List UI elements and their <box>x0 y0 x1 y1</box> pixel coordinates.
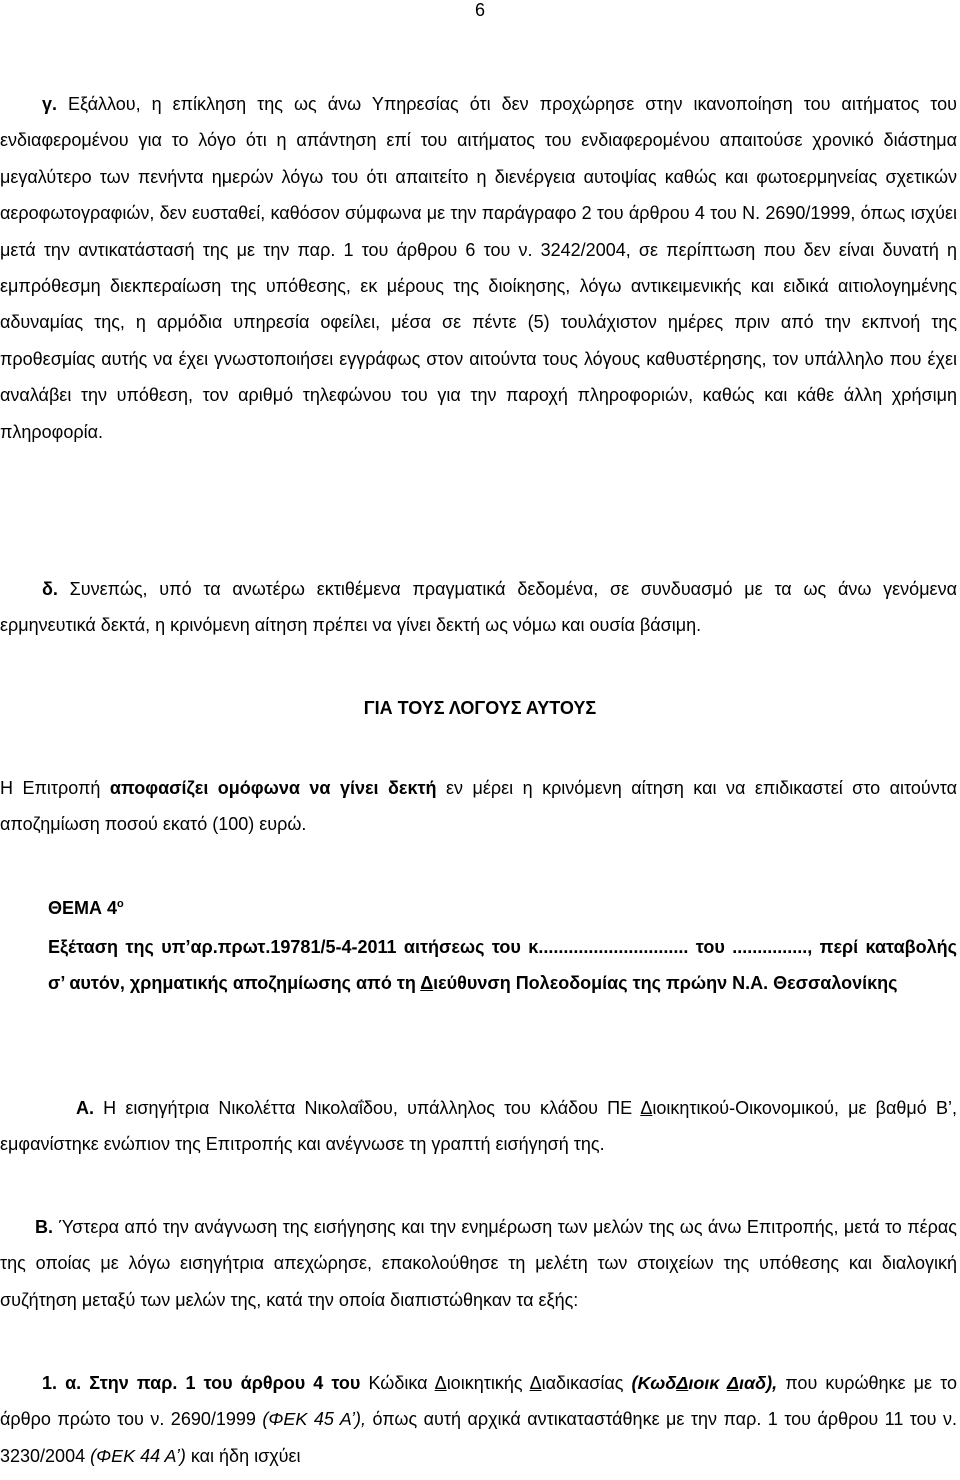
section-heading: ΓΙΑ ΤΟΥΣ ΛΟΓΟΥΣ ΑΥΤΟΥΣ <box>363 698 597 718</box>
examination-subject <box>48 929 957 1002</box>
paragraph-text: Η εισηγήτρια Νικολέττα Νικολαΐδου, υπάλληλος του κλάδου ΠΕ <box>94 1098 641 1118</box>
item-text: ιαδικασίας <box>541 1373 632 1393</box>
item-bold-italic: ιαδ), <box>739 1373 778 1393</box>
item-1a <box>0 1365 957 1474</box>
paragraph-text: Συνεπώς, υπό τα ανωτέρω εκτιθέμενα πραγματικά δεδομένα, σε συνδυασμό με τα ως άνω γενόμενα ερμηνευτικά δεκτά, η κρινόμενη αίτηση πρέπει να γίνει δεκτή ως νόμω και ουσία βάσιμη. <box>0 579 957 636</box>
decision-bold: αποφασίζει ομόφωνα να γίνει δεκτή <box>109 778 437 798</box>
page-number: 6 <box>474 0 485 20</box>
underlined-letter: Δ <box>640 1098 653 1118</box>
underlined-letter: Δ <box>676 1373 689 1393</box>
exam-underlined-letter: Δ <box>420 973 434 994</box>
paragraph-delta <box>0 571 957 644</box>
decision-pre: Η Επιτροπή <box>0 778 110 798</box>
item-marker: 1. α. Στην παρ. 1 του άρθρου 4 του <box>42 1373 361 1393</box>
paragraph-text: Ύστερα από την ανάγνωση της εισήγησης και την ενημέρωση των μελών της ως άνω Επιτροπής, μετά το πέρας της οποίας με λόγω εισηγήτρια απεχώρησε, επακολούθησε τη μελέτη των στοιχείων της υπόθεσης και διαλογική συζήτηση μεταξύ των μελών της, κατά την οποία διαπιστώθηκαν τα εξής: <box>0 1217 957 1310</box>
item-italic: (ΦΕΚ 45 Α’), <box>262 1409 367 1430</box>
theme-sup: ο <box>117 898 124 910</box>
item-bold-italic: (Κωδ <box>631 1373 677 1393</box>
item-text: και ήδη ισχύει <box>185 1445 301 1466</box>
paragraph-marker: Β. <box>35 1217 53 1237</box>
paragraph-A <box>0 1090 957 1163</box>
item-text: όπως αυτή αρχικά αντικαταστάθηκε με την παρ. 1 του άρθρου 11 του ν. 3230/2004 <box>0 1409 957 1466</box>
item-bold-italic: ιοικ <box>688 1373 727 1393</box>
underlined-letter: Δ <box>529 1373 542 1393</box>
item-italic: (ΦΕΚ 44 Α’) <box>90 1445 186 1466</box>
paragraph-gamma <box>0 86 957 450</box>
exam-text-rest: ιεύθυνση Πολεοδομίας της πρώην Ν.Α. Θεσσαλονίκης <box>433 973 898 994</box>
theme-title <box>48 890 124 926</box>
theme-label: ΘΕΜΑ 4 <box>48 898 118 918</box>
exam-text: Εξέταση της υπ’αρ.πρωτ.19781/5-4-2011 αιτήσεως του κ.............................. του ..............., περί καταβολής σ’ αυτόν, χρηματικής αποζημίωσης από τη <box>48 937 957 994</box>
decision-paragraph <box>0 770 957 843</box>
paragraph-marker: γ. <box>42 94 58 114</box>
item-text: Κώδικα <box>360 1373 435 1393</box>
paragraph-marker: Α. <box>76 1098 94 1118</box>
item-text: που κυρώθηκε με το άρθρο πρώτο του ν. 2690/1999 <box>0 1373 958 1430</box>
paragraph-marker: δ. <box>42 579 58 599</box>
underlined-letter: Δ <box>434 1373 447 1393</box>
paragraph-text-post: ιοικητικού-Οικονομικού, με βαθμό Β’, εμφανίστηκε ενώπιον της Επιτροπής και ανέγνωσε τη γραπτή εισήγησή της. <box>0 1098 957 1155</box>
paragraph-text: Εξάλλου, η επίκληση της ως άνω Υπηρεσίας ότι δεν προχώρησε στην ικανοποίηση του αιτήματος του ενδιαφερομένου για το λόγο ότι η απάντηση επί του αιτήματος του ενδιαφερομένου απαιτούσε χρονικό διάστημα μεγαλύτερο των πενήντα ημερών λόγω του ότι απαιτείτο η διενέργεια αυτοψίας καθώς και φωτοερμηνείας σχετικών αεροφωτογραφιών, δεν ευσταθεί, καθόσον σύμφωνα με την παράγραφο 2 του άρθρου 4 του Ν. 2690/1999, όπως ισχύει μετά την αντικατάστασή της με την παρ. 1 του άρθρου 6 του ν. 3242/2004, σε περίπτωση που δεν είναι δυνατή η εμπρόθεσμη διεκπεραίωση της υπόθεσης, εκ μέρους της διοίκησης, λόγω αντικειμενικής και ειδικά αιτιολογημένης αδυναμίας της, η αρμόδια υπηρεσία οφείλει, μέσα σε πέντε (5) τουλάχιστον ημέρες πριν από την εκπνοή της προθεσμίας αυτής να έχει γνωστοποιήσει εγγράφως στον αιτούντα τους λόγους καθυστέρησης, τον υπάλληλο που έχει αναλάβει την υπόθεση, τον αριθμό τηλεφώνου του για την παροχή πληροφοριών, καθώς και κάθε άλλη χρήσιμη πληροφορία. <box>0 94 957 442</box>
decision-post: εν μέρει η κρινόμενη αίτηση και να επιδικαστεί στο αιτούντα αποζημίωση ποσού εκατό (100) ευρώ. <box>0 778 957 835</box>
underlined-letter: Δ <box>726 1373 740 1393</box>
paragraph-B <box>0 1209 957 1318</box>
item-text: ιοικητικής <box>446 1373 530 1393</box>
